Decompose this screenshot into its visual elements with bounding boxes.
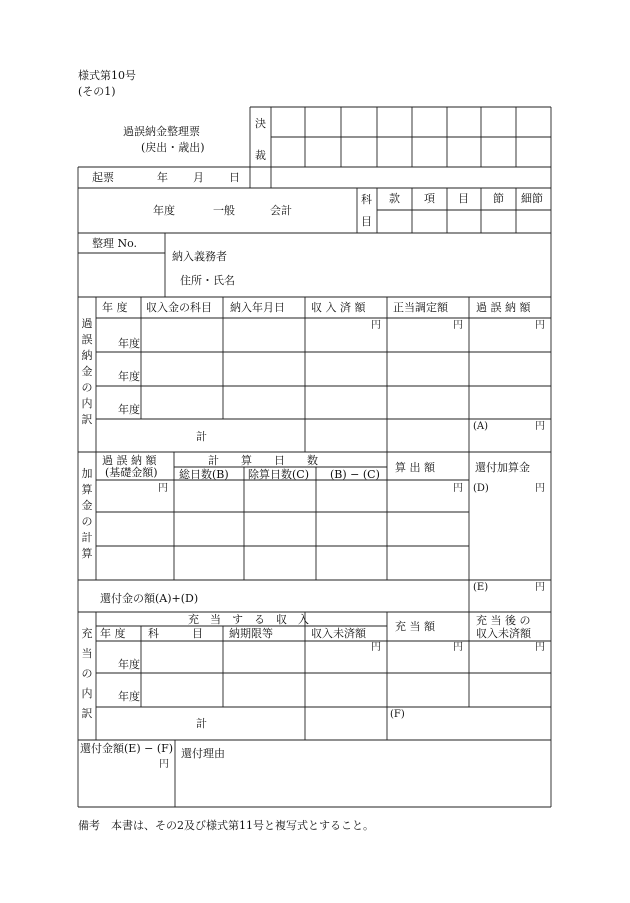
s3-h-after-2: 収入未済額 [476,627,531,640]
form-part: (その1) [78,85,116,98]
seiri-no-label: 整理 No. [92,237,138,250]
kamoku-char-1: 科 [361,193,372,206]
s3-h-amount: 充 当 額 [395,620,435,633]
s2-yen-2: 円 [453,483,463,494]
s2-mark-e: (E) [473,582,489,593]
s1-mark-a: (A) [473,421,489,432]
account-moku: 目 [458,192,469,205]
section3-side-label: 充 当 の 内 訳 [81,627,93,720]
s3-row2-nendo: 年度 [118,690,140,703]
s2-h-days: 計 算 日 数 [208,454,318,467]
kaikei-label: 会計 [270,204,292,217]
footnote: 備考 本書は、その2及び様式第11号と複写式とすること。 [78,819,374,832]
refund-amount-label: 還付金額(E) − (F) [80,742,174,755]
form-subtitle: (戻出・歳出) [141,141,205,154]
kamoku-char-2: 目 [361,215,372,228]
s1-row3-nendo: 年度 [118,403,140,416]
s2-yen-d: 円 [535,483,545,494]
s3-h-year: 年 度 [100,627,126,640]
s3-h-subject: 科 目 [148,627,203,640]
payer-label: 納入義務者 [172,250,227,263]
s1-yen-a: 円 [535,421,545,432]
s1-row1-nendo: 年度 [118,337,140,350]
kihyo-month: 月 [193,171,204,184]
s2-h-diff: (B) − (C) [330,468,380,481]
s3-mark-f: (F) [390,709,405,720]
s2-mark-d: (D) [473,483,489,494]
s2-h-calc: 算 出 額 [395,461,435,474]
s3-h-after: 充 当 後 の [476,614,531,627]
s2-yen-e: 円 [535,582,545,593]
s2-h-overpaid: 過 誤 納 額 [102,454,157,467]
s2-h-total-days: 総日数(B) [179,468,229,481]
s3-yen-2: 円 [453,642,463,653]
s3-total: 計 [196,717,207,730]
s1-yen-2: 円 [453,320,463,331]
account-saisetsu: 細節 [521,192,543,205]
kihyo-year: 年 [157,171,168,184]
s1-yen-3: 円 [535,320,545,331]
address-label: 住所・氏名 [180,274,235,287]
s1-h-paydate: 納入年月日 [230,301,285,314]
s3-h-apply: 充 当 す る 収 入 [188,613,309,626]
approval-char-1: 決 [255,117,266,130]
s1-h-received: 収 入 済 額 [311,301,366,314]
form-title: 過誤納金整理票 [123,125,200,138]
refund-reason-label: 還付理由 [181,747,225,760]
bottom-yen: 円 [159,759,169,770]
s1-h-proper: 正当調定額 [393,301,448,314]
s1-h-year: 年 度 [102,301,128,314]
s3-row1-nendo: 年度 [118,658,140,671]
s1-row2-nendo: 年度 [118,370,140,383]
s3-yen-1: 円 [371,642,381,653]
approval-char-2: 裁 [255,149,266,162]
s2-h-excl-days: 除算日数(C) [248,468,309,481]
account-kou: 項 [424,192,435,205]
section2-side-label: 加 算 金 の 計 算 [81,467,93,560]
s1-yen-1: 円 [371,320,381,331]
account-kan: 款 [389,192,400,205]
s2-h-refund-add: 還付加算金 [475,461,530,474]
s1-total: 計 [196,430,207,443]
account-setsu: 節 [493,192,504,205]
section1-side-label: 過 誤 納 金 の 内 訳 [81,317,93,426]
s3-yen-3: 円 [535,642,545,653]
s2-h-overpaid-sub: (基礎金額) [105,466,158,479]
s1-h-subject: 収入金の科目 [146,301,212,314]
refund-total-label: 還付金の額(A)+(D) [100,592,199,605]
kihyo-label: 起票 [92,171,114,184]
s3-h-unpaid: 収入未済額 [311,627,366,640]
s2-yen-1: 円 [158,483,168,494]
nendo-label: 年度 [153,204,175,217]
form-number: 様式第10号 [78,69,136,82]
kihyo-day: 日 [229,171,240,184]
s1-h-overpaid: 過 誤 納 額 [476,301,531,314]
s3-h-deadline: 納期限等 [229,627,273,640]
ippan-label: 一般 [213,204,235,217]
